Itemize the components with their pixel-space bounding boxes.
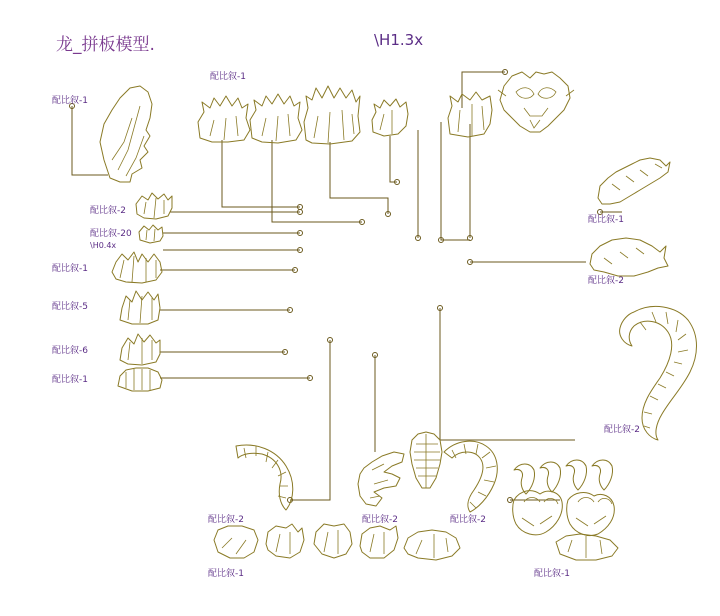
label-bottom-left-1: 配比叙-1 [208, 569, 244, 579]
label-limb-2: 配比叙-2 [362, 515, 398, 525]
label-arc-2: 配比叙-2 [208, 515, 244, 525]
part-dragon-head-right [598, 158, 670, 204]
part-top-small-d [372, 99, 408, 136]
part-limb-piece [358, 452, 404, 506]
part-bottom-shapes-right [513, 491, 618, 560]
label-spike-20-scale: \H0.4x [90, 241, 117, 250]
label-crown-5: 配比叙-5 [52, 302, 88, 312]
part-top-block-e [448, 92, 492, 137]
part-comb-piece [118, 368, 162, 391]
label-head-plume: 配比叙-1 [52, 96, 88, 106]
label-bottom-right-1: 配比叙-1 [534, 569, 570, 579]
label-comb-1: 配比叙-1 [52, 375, 88, 385]
part-top-spike-b [250, 94, 302, 143]
part-fin-piece [136, 193, 172, 219]
label-fin-2: 配比叙-2 [90, 206, 126, 216]
label-body-coil-2: 配比叙-2 [604, 425, 640, 435]
part-fish-body [590, 238, 668, 276]
part-bottom-shapes-left [214, 524, 460, 560]
label-wing-1: 配比叙-1 [52, 264, 88, 274]
part-crown-piece-5 [120, 291, 160, 324]
part-claw-set [514, 460, 613, 494]
label-crown-6: 配比叙-6 [52, 346, 88, 356]
part-head-plume [100, 86, 152, 182]
part-arc-segment-right [444, 441, 497, 512]
part-dragon-face [498, 72, 574, 132]
part-dragon-body-coil [620, 306, 697, 440]
leader-group [70, 70, 623, 503]
scale-annotation: \H1.3x [374, 31, 424, 49]
part-top-spike-a [198, 96, 250, 142]
page-title: 龙_拼板模型. [56, 35, 155, 55]
label-arc-right-2: 配比叙-2 [450, 515, 486, 525]
part-wing-pair [112, 252, 162, 283]
part-rib-cage [410, 432, 442, 488]
part-top-crest-c [304, 86, 360, 144]
label-top-row: 配比叙-1 [210, 72, 246, 82]
part-crown-piece-6 [120, 334, 160, 365]
label-right-fish-2: 配比叙-2 [588, 276, 624, 286]
part-spike-small [139, 225, 163, 243]
part-arc-segment-left [236, 445, 293, 510]
label-right-head-1: 配比叙-1 [588, 215, 624, 225]
label-spike-20: 配比叙-20 [90, 229, 132, 239]
